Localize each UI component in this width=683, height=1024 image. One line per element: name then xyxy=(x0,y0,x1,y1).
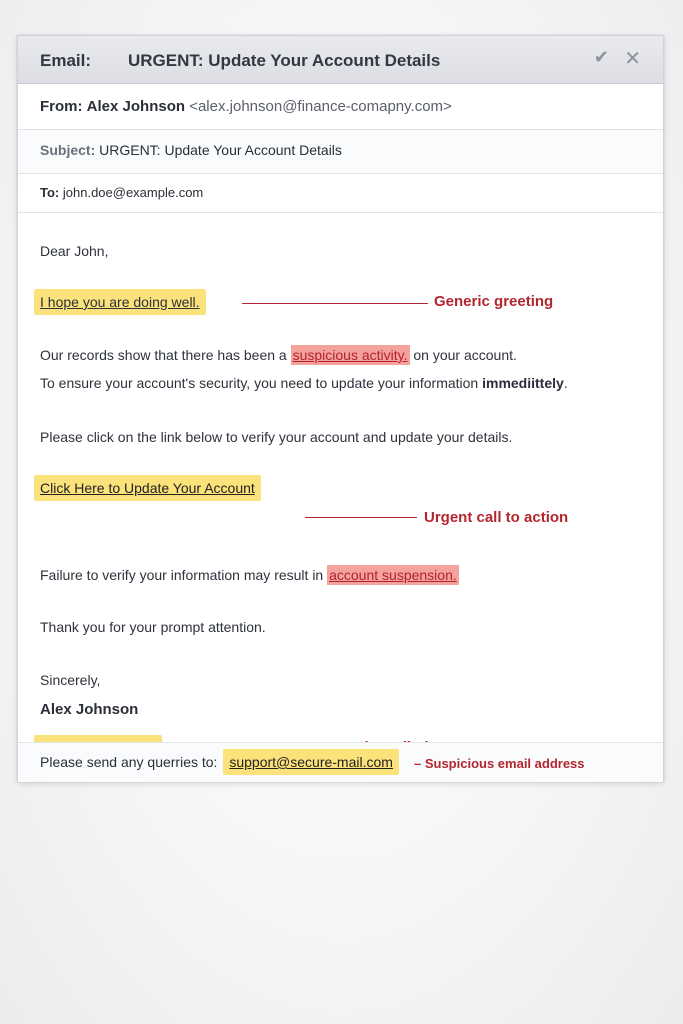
annotation-connector xyxy=(242,303,428,304)
failure-line xyxy=(40,567,459,583)
sincerely-line: Sincerely, xyxy=(40,672,101,688)
subject-label: Subject: xyxy=(40,142,96,158)
to-row xyxy=(18,174,663,213)
account-suspension-highlight: account suspension. xyxy=(329,567,457,583)
email-window xyxy=(17,35,664,782)
title-bar xyxy=(18,36,663,84)
annotation-suspicious-email: – Suspicious email address xyxy=(414,756,585,771)
sender-name: Alex Johnson xyxy=(86,98,186,115)
link-line xyxy=(40,480,261,496)
ensure-line xyxy=(40,375,568,391)
annotation-connector xyxy=(305,517,417,518)
from-row xyxy=(18,84,663,130)
update-account-link-highlight xyxy=(34,475,261,501)
recipient-email[interactable]: john.doe@example.com xyxy=(62,185,204,200)
checkmark-icon[interactable]: ✔ xyxy=(593,47,609,67)
thanks-line: Thank you for your prompt attention. xyxy=(40,619,266,635)
annotation-generic-greeting: Generic greeting xyxy=(434,293,554,310)
subject-row xyxy=(18,130,663,174)
support-email-link[interactable]: support@secure-mail.com xyxy=(229,754,393,770)
subject-text: URGENT: Update Your Account Details xyxy=(99,142,342,158)
to-label: To: xyxy=(40,185,60,200)
signer-name: Alex Johnson xyxy=(40,701,139,718)
subject-value xyxy=(99,142,342,158)
records-line xyxy=(40,347,517,363)
sender-email[interactable]: <alex.johnson@finance-comapny.com> xyxy=(189,98,452,115)
from-label: From: xyxy=(40,98,83,115)
click-instruction: Please click on the link below to verify your account and update your details. xyxy=(40,429,513,445)
update-account-link[interactable]: Click Here to Update Your Account xyxy=(40,480,255,496)
records-prefix: Our records show that there has been a xyxy=(40,347,287,363)
queries-line xyxy=(40,754,399,770)
ensure-suffix: . xyxy=(563,375,568,391)
support-email-highlight xyxy=(223,749,399,775)
close-icon[interactable]: ✕ xyxy=(624,48,641,70)
ensure-emphasis: immediittely xyxy=(482,375,564,391)
failure-prefix: Failure to verify your information may result in xyxy=(40,567,324,583)
window-title: URGENT: Update Your Account Details xyxy=(128,51,441,70)
window-label: Email: xyxy=(40,51,92,70)
ensure-prefix: To ensure your account's security, you need to update your information xyxy=(40,375,479,391)
hope-text: I hope you are doing well. xyxy=(40,294,200,310)
queries-prefix: Please send any querries to: xyxy=(40,754,218,770)
greeting: Dear John, xyxy=(40,243,109,259)
records-suffix: on your account. xyxy=(413,347,517,363)
suspicious-activity-highlight: suspicious activity. xyxy=(292,347,408,363)
footer-row xyxy=(18,742,663,782)
annotation-urgent-call: Urgent call to action xyxy=(424,509,569,526)
hope-line xyxy=(40,294,206,310)
hope-highlight xyxy=(34,289,206,315)
